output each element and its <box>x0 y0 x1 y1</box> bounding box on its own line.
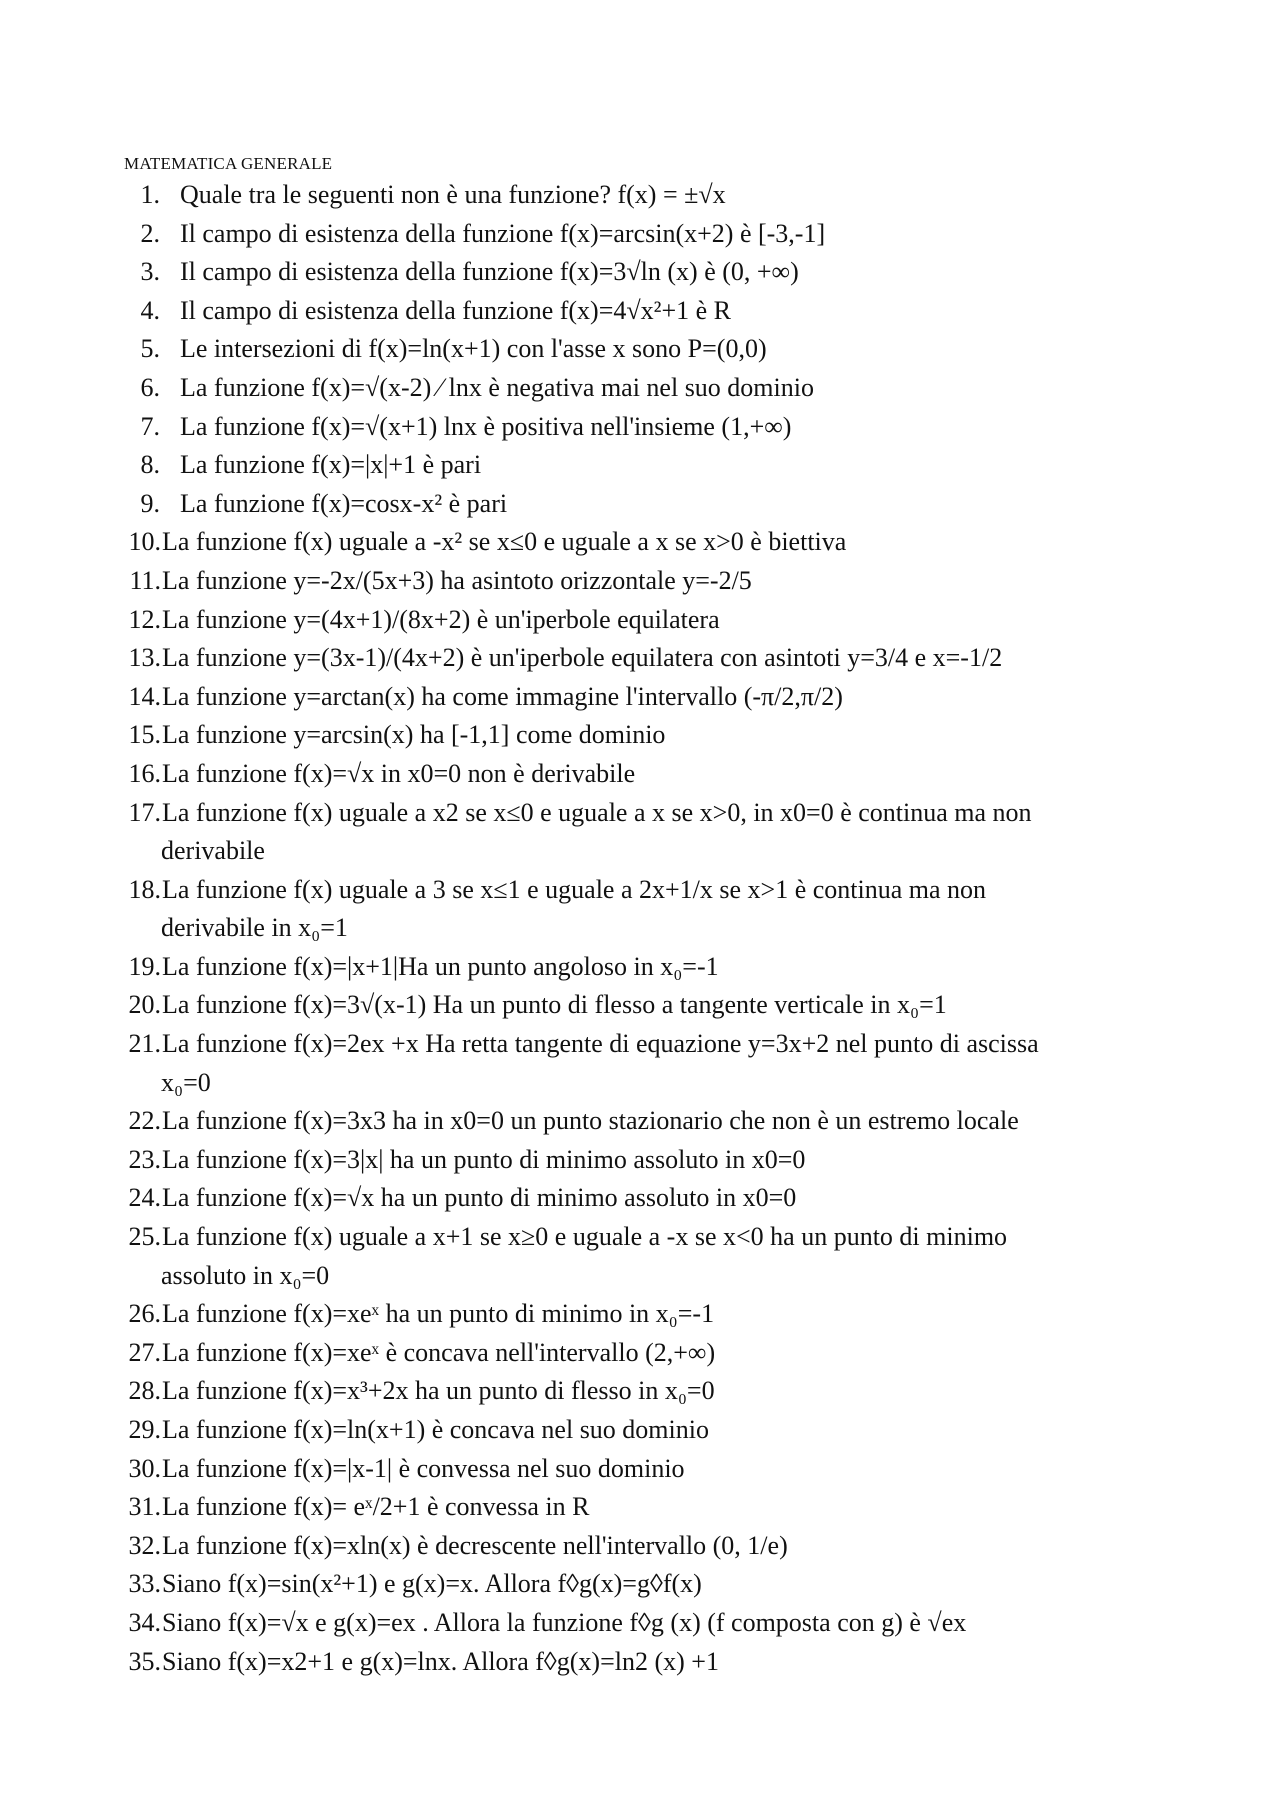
question-row <box>120 1565 1200 1604</box>
question-item <box>120 485 1200 524</box>
question-text: La funzione f(x)=√(x+1) lnx è positiva nell'insieme (1,+∞) <box>180 411 792 441</box>
question-row <box>120 330 1200 369</box>
question-text: La funzione f(x) uguale a x+1 se x≥0 e uguale a -x se x<0 ha un punto di minimo <box>162 1222 1008 1252</box>
question-row <box>120 1218 1200 1257</box>
question-item <box>120 1102 1200 1141</box>
question-text: La funzione f(x) uguale a -x² se x≤0 e uguale a x se x>0 è biettiva <box>162 527 847 557</box>
question-number: 24. <box>128 1183 161 1213</box>
question-text: La funzione f(x)=3x3 ha in x0=0 un punto stazionario che non è un estremo locale <box>162 1106 1019 1136</box>
question-text: La funzione f(x) uguale a x2 se x≤0 e uguale a x se x>0, in x0=0 è continua ma non <box>162 797 1032 827</box>
question-list <box>120 176 1200 1681</box>
question-row <box>120 446 1200 485</box>
question-row <box>120 1141 1200 1180</box>
question-row <box>120 678 1200 717</box>
question-text: La funzione f(x) uguale a 3 se x≤1 e uguale a 2x+1/x se x>1 è continua ma non <box>162 874 987 904</box>
question-row <box>120 408 1200 447</box>
question-text: La funzione y=(4x+1)/(8x+2) è un'iperbole equilatera <box>162 604 720 634</box>
question-item <box>120 1565 1200 1604</box>
question-text-continuation: assoluto in x₀=0 <box>161 1260 330 1290</box>
question-item <box>120 639 1200 678</box>
question-row <box>120 601 1200 640</box>
question-text: La funzione f(x)= eˣ/2+1 è convessa in R <box>162 1492 590 1522</box>
question-item <box>120 716 1200 755</box>
question-text-continuation: derivabile in x₀=1 <box>161 913 348 943</box>
question-number: 6. <box>140 372 160 402</box>
question-item <box>120 1450 1200 1489</box>
question-text: La funzione f(x)=xeˣ è concava nell'intervallo (2,+∞) <box>162 1337 716 1367</box>
question-row <box>120 1334 1200 1373</box>
question-number: 20. <box>128 990 161 1020</box>
question-item <box>120 253 1200 292</box>
question-text: La funzione f(x)=√x in x0=0 non è derivabile <box>162 758 636 788</box>
question-text: La funzione f(x)=3|x| ha un punto di minimo assoluto in x0=0 <box>162 1144 806 1174</box>
question-text: Il campo di esistenza della funzione f(x)=arcsin(x+2) è [-3,-1] <box>180 218 826 248</box>
question-item <box>120 176 1200 215</box>
question-item <box>120 1334 1200 1373</box>
question-number: 8. <box>140 450 160 480</box>
question-row <box>120 253 1200 292</box>
question-number: 10. <box>128 527 161 557</box>
question-row <box>120 1488 1200 1527</box>
question-row <box>120 948 1200 987</box>
question-number: 33. <box>128 1569 161 1599</box>
question-row <box>120 485 1200 524</box>
question-row <box>120 1643 1200 1682</box>
question-number: 19. <box>128 951 161 981</box>
question-text: Siano f(x)=√x e g(x)=ex . Allora la funzione f◊g (x) (f composta con g) è √ex <box>162 1607 967 1637</box>
question-text: La funzione y=arctan(x) ha come immagine l'intervallo (-π/2,π/2) <box>162 681 843 711</box>
question-number: 26. <box>128 1299 161 1329</box>
question-number: 15. <box>128 720 161 750</box>
question-item <box>120 369 1200 408</box>
question-row <box>120 1604 1200 1643</box>
question-number: 7. <box>140 411 160 441</box>
question-text: La funzione f(x)=|x|+1 è pari <box>180 450 482 480</box>
question-number: 1. <box>140 180 160 209</box>
question-row <box>120 1025 1200 1064</box>
question-number: 23. <box>128 1144 161 1174</box>
question-text: La funzione y=-2x/(5x+3) ha asintoto orizzontale y=-2/5 <box>162 565 752 595</box>
question-number: 18. <box>128 874 161 904</box>
question-row <box>120 292 1200 331</box>
question-row <box>120 986 1200 1025</box>
question-number: 16. <box>128 758 161 788</box>
question-row <box>120 1527 1200 1566</box>
question-text: Quale tra le seguenti non è una funzione? f(x) = ±√x <box>180 180 726 209</box>
question-text: La funzione y=(3x-1)/(4x+2) è un'iperbole equilatera con asintoti y=3/4 e x=-1/2 <box>162 643 1003 673</box>
question-text-continuation: x₀=0 <box>161 1067 211 1097</box>
question-item <box>120 1179 1200 1218</box>
question-text: La funzione f(x)=|x+1|Ha un punto angoloso in x₀=-1 <box>162 951 719 981</box>
question-row <box>120 1295 1200 1334</box>
question-item <box>120 1527 1200 1566</box>
question-number: 14. <box>128 681 161 711</box>
question-row <box>120 1372 1200 1411</box>
question-item <box>120 1488 1200 1527</box>
question-item <box>120 948 1200 987</box>
question-row <box>120 215 1200 254</box>
question-row <box>120 1102 1200 1141</box>
question-number: 11. <box>129 565 161 595</box>
question-item <box>120 1604 1200 1643</box>
question-item <box>120 1411 1200 1450</box>
question-number: 2. <box>140 218 160 248</box>
question-text: La funzione f(x)=|x-1| è convessa nel suo dominio <box>162 1453 685 1483</box>
question-text: Le intersezioni di f(x)=ln(x+1) con l'asse x sono P=(0,0) <box>180 334 767 364</box>
question-number: 9. <box>140 488 160 518</box>
document-header: MATEMATICA GENERALE <box>124 154 333 173</box>
question-number: 35. <box>128 1646 161 1676</box>
question-item <box>120 330 1200 369</box>
question-number: 4. <box>140 295 160 325</box>
question-number: 5. <box>140 334 160 364</box>
question-item <box>120 871 1200 948</box>
question-row <box>120 639 1200 678</box>
question-item <box>120 292 1200 331</box>
question-number: 22. <box>128 1106 161 1136</box>
question-text: La funzione f(x)=√(x-2) ⁄ lnx è negativa mai nel suo dominio <box>180 372 814 402</box>
question-number: 34. <box>128 1607 161 1637</box>
question-number: 27. <box>128 1337 161 1367</box>
question-row <box>120 871 1200 910</box>
question-text: Il campo di esistenza della funzione f(x)=4√x²+1 è R <box>180 295 731 325</box>
question-text: La funzione y=arcsin(x) ha [-1,1] come dominio <box>162 720 666 750</box>
question-row <box>120 1411 1200 1450</box>
question-item <box>120 1295 1200 1334</box>
question-item <box>120 755 1200 794</box>
question-text: Il campo di esistenza della funzione f(x)=3√ln (x) è (0, +∞) <box>180 257 799 287</box>
question-row <box>120 562 1200 601</box>
question-text: La funzione f(x)=3√(x-1) Ha un punto di flesso a tangente verticale in x₀=1 <box>162 990 947 1020</box>
question-number: 29. <box>128 1415 161 1444</box>
question-number: 3. <box>140 257 160 287</box>
question-item <box>120 794 1200 871</box>
question-row <box>120 369 1200 408</box>
question-text: La funzione f(x)=x³+2x ha un punto di flesso in x₀=0 <box>162 1376 715 1406</box>
question-item <box>120 446 1200 485</box>
question-row <box>120 523 1200 562</box>
question-text-continuation: derivabile <box>161 836 265 866</box>
question-number: 13. <box>128 643 161 673</box>
question-item <box>120 215 1200 254</box>
question-row <box>120 1450 1200 1489</box>
question-text: La funzione f(x)=cosx-x² è pari <box>180 488 508 518</box>
question-number: 31. <box>128 1492 161 1522</box>
question-text: Siano f(x)=sin(x²+1) e g(x)=x. Allora f◊g(x)=g◊f(x) <box>162 1569 702 1599</box>
question-text: La funzione f(x)=ln(x+1) è concava nel suo dominio <box>162 1415 709 1444</box>
question-item <box>120 678 1200 717</box>
question-number: 32. <box>128 1530 161 1560</box>
question-item <box>120 1372 1200 1411</box>
question-number: 30. <box>128 1453 161 1483</box>
question-row <box>120 716 1200 755</box>
question-item <box>120 408 1200 447</box>
question-item <box>120 1141 1200 1180</box>
question-item <box>120 562 1200 601</box>
question-text: La funzione f(x)=xln(x) è decrescente nell'intervallo (0, 1/e) <box>162 1530 788 1560</box>
question-text: La funzione f(x)=xeˣ ha un punto di minimo in x₀=-1 <box>162 1299 715 1329</box>
question-item <box>120 1643 1200 1682</box>
question-text: Siano f(x)=x2+1 e g(x)=lnx. Allora f◊g(x)=ln2 (x) +1 <box>162 1646 719 1676</box>
question-item <box>120 1218 1200 1295</box>
question-item <box>120 601 1200 640</box>
question-row <box>120 755 1200 794</box>
question-number: 17. <box>128 797 161 827</box>
question-text: La funzione f(x)=√x ha un punto di minimo assoluto in x0=0 <box>162 1183 797 1213</box>
question-number: 21. <box>128 1029 161 1059</box>
question-row <box>120 176 1200 215</box>
question-number: 28. <box>128 1376 161 1406</box>
question-item <box>120 986 1200 1025</box>
question-number: 25. <box>128 1222 161 1252</box>
question-number: 12. <box>128 604 161 634</box>
question-row <box>120 794 1200 833</box>
question-item <box>120 523 1200 562</box>
question-text: La funzione f(x)=2ex +x Ha retta tangente di equazione y=3x+2 nel punto di ascissa <box>162 1029 1039 1059</box>
question-item <box>120 1025 1200 1102</box>
question-row <box>120 1179 1200 1218</box>
